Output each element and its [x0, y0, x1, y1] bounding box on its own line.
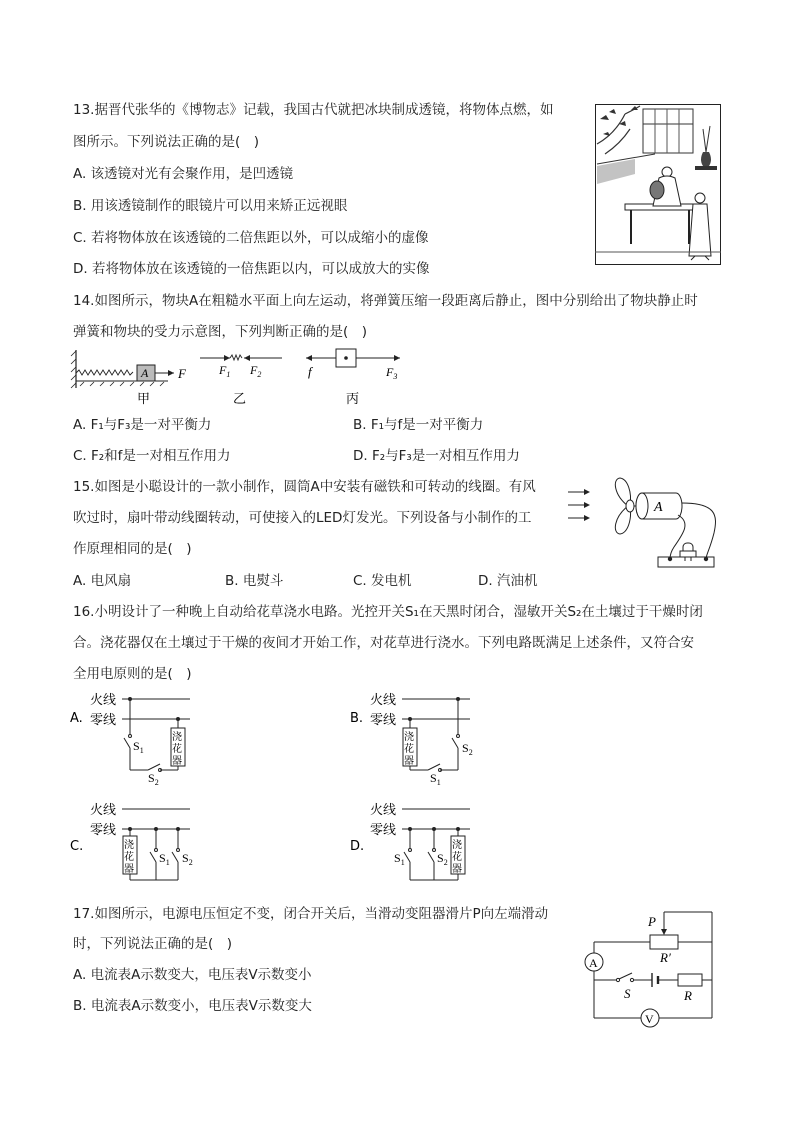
svg-text:浇: 浇: [124, 840, 134, 851]
caption-bing: 丙: [346, 392, 360, 407]
circuit-d-label: D.: [350, 839, 365, 854]
q17-stem-line1: 17.如图所示，电源电压恒定不变，闭合开关后，当滑动变阻器滑片P向左端滑动: [73, 906, 549, 922]
svg-text:器: 器: [404, 756, 414, 767]
svg-text:花: 花: [124, 852, 134, 863]
circuit-c-label: C.: [70, 839, 84, 854]
svg-text:S1: $S_1$: [133, 739, 144, 755]
q16-stem-line3: 全用电原则的是( ): [73, 666, 192, 682]
q13-option-a: A. 该透镜对光有会聚作用，是凹透镜: [73, 166, 294, 182]
svg-text:器: 器: [124, 864, 134, 875]
q13-option-b: B. 用该透镜制作的眼镜片可以用来矫正远视眼: [73, 198, 348, 214]
q15-stem-line2: 吹过时，扇叶带动线圈转动，可使接入的LED灯发光。下列设备与小制作的工: [73, 510, 532, 526]
svg-text:器: 器: [172, 756, 182, 767]
q13-stem-line2: 图所示。下列说法正确的是( ): [73, 134, 260, 150]
q15-option-d: D. 汽油机: [478, 573, 538, 589]
svg-text:浇: 浇: [452, 840, 462, 851]
fan-generator-diagram: [566, 475, 726, 573]
ancient-lens-illustration: [595, 104, 721, 265]
f3-label: F: [386, 365, 394, 379]
q15-stem-line1: 15.如图是小聪设计的一款小制作，圆筒A中安装有磁铁和可转动的线圈。有风: [73, 479, 536, 495]
cylinder-label: A: [654, 500, 663, 515]
circuit-a-live: 火线: [90, 693, 117, 708]
circuit-b-label: B.: [350, 711, 364, 726]
friction-label: f: [308, 364, 312, 379]
slider-p-label: P: [648, 914, 656, 929]
force-f-label: F: [178, 366, 186, 381]
circuit-d-neutral: 零线: [370, 823, 397, 838]
resistor-label: R: [684, 988, 692, 1003]
circuit-b: [350, 688, 480, 788]
q16-stem-line2: 合。浇花器仅在土壤过于干燥的夜间才开始工作，对花草进行浇水。下列电路既满足上述条件，又符合安: [73, 635, 694, 651]
circuit-d-live: 火线: [370, 803, 397, 818]
f1-label: F: [219, 363, 227, 377]
svg-text:S2: $S_2$: [182, 851, 193, 867]
circuit-b-live: 火线: [370, 693, 397, 708]
circuit-c: [70, 798, 200, 884]
circuit-a: [70, 688, 200, 788]
svg-text:花: 花: [452, 852, 462, 863]
svg-text:F1: [218, 363, 230, 379]
svg-text:S2: $S_2$: [148, 771, 159, 787]
circuit-a-label: A.: [70, 711, 83, 726]
q17-option-b: B. 电流表A示数变小，电压表V示数变大: [73, 998, 312, 1014]
caption-jia: 甲: [137, 392, 151, 407]
q13-option-c: C. 若将物体放在该透镜的二倍焦距以外，可以成缩小的虚像: [73, 230, 429, 246]
svg-text:S1: $S_1$: [394, 851, 405, 867]
switch-label: S: [624, 986, 631, 1001]
q13-option-d: D. 若将物体放在该透镜的一倍焦距以内，可以成放大的实像: [73, 261, 430, 277]
rheostat-label: R′: [660, 950, 671, 965]
svg-text:S2: $S_2$: [462, 741, 473, 757]
q17-circuit: [580, 904, 720, 1030]
q14-option-d: D. F₂与F₃是一对相互作用力: [353, 448, 520, 464]
f2-label: F: [250, 363, 258, 377]
diagram-jia: [71, 350, 187, 407]
svg-text:F2: [249, 363, 261, 379]
circuit-c-neutral: 零线: [90, 823, 117, 838]
q15-stem-line3: 作原理相同的是( ): [73, 541, 192, 557]
svg-text:S1: $S_1$: [159, 851, 170, 867]
svg-text:F3: [385, 365, 397, 381]
circuit-b-neutral: 零线: [370, 713, 397, 728]
q14-option-c: C. F₂和f是一对相互作用力: [73, 448, 231, 464]
f1-sub: 1: [226, 370, 231, 379]
diagram-bing: [306, 349, 400, 407]
caption-yi: 乙: [233, 392, 247, 407]
svg-text:S1: $S_1$: [430, 771, 441, 787]
f3-sub: 3: [393, 372, 398, 381]
q15-option-a: A. 电风扇: [73, 573, 132, 589]
q15-option-c: C. 发电机: [353, 573, 412, 589]
q13-stem-line1: 13.据晋代张华的《博物志》记载，我国古代就把冰块制成透镜，将物体点燃，如: [73, 102, 554, 118]
ammeter-label: A: [589, 956, 598, 970]
svg-text:浇: 浇: [172, 732, 182, 743]
diagram-yi: [200, 355, 282, 407]
q14-force-diagrams: [70, 344, 490, 408]
q14-stem-line2: 弹簧和物块的受力示意图，下列判断正确的是( ): [73, 324, 368, 340]
svg-text:S2: $S_2$: [437, 851, 448, 867]
q17-stem-line2: 时，下列说法正确的是( ): [73, 936, 233, 952]
q16-stem-line1: 16.小明设计了一种晚上自动给花草浇水电路。光控开关S₁在天黑时闭合，湿敏开关S₂在土壤过于干燥时闭: [73, 604, 703, 620]
q14-option-b: B. F₁与f是一对平衡力: [353, 417, 484, 433]
f2-sub: 2: [257, 370, 262, 379]
svg-text:花: 花: [404, 744, 414, 755]
q17-option-a: A. 电流表A示数变大，电压表V示数变小: [73, 967, 312, 983]
svg-text:器: 器: [452, 864, 462, 875]
circuit-a-neutral: 零线: [90, 713, 117, 728]
voltmeter-label: V: [645, 1012, 654, 1026]
svg-text:花: 花: [172, 744, 182, 755]
q14-option-a: A. F₁与F₃是一对平衡力: [73, 417, 212, 433]
block-label: A: [141, 366, 149, 380]
q15-option-b: B. 电熨斗: [225, 573, 284, 589]
svg-text:浇: 浇: [404, 732, 414, 743]
circuit-c-live: 火线: [90, 803, 117, 818]
circuit-d: [350, 798, 480, 884]
q14-stem-line1: 14.如图所示，物块A在粗糙水平面上向左运动，将弹簧压缩一段距离后静止，图中分别给出了物块静止时: [73, 293, 698, 309]
